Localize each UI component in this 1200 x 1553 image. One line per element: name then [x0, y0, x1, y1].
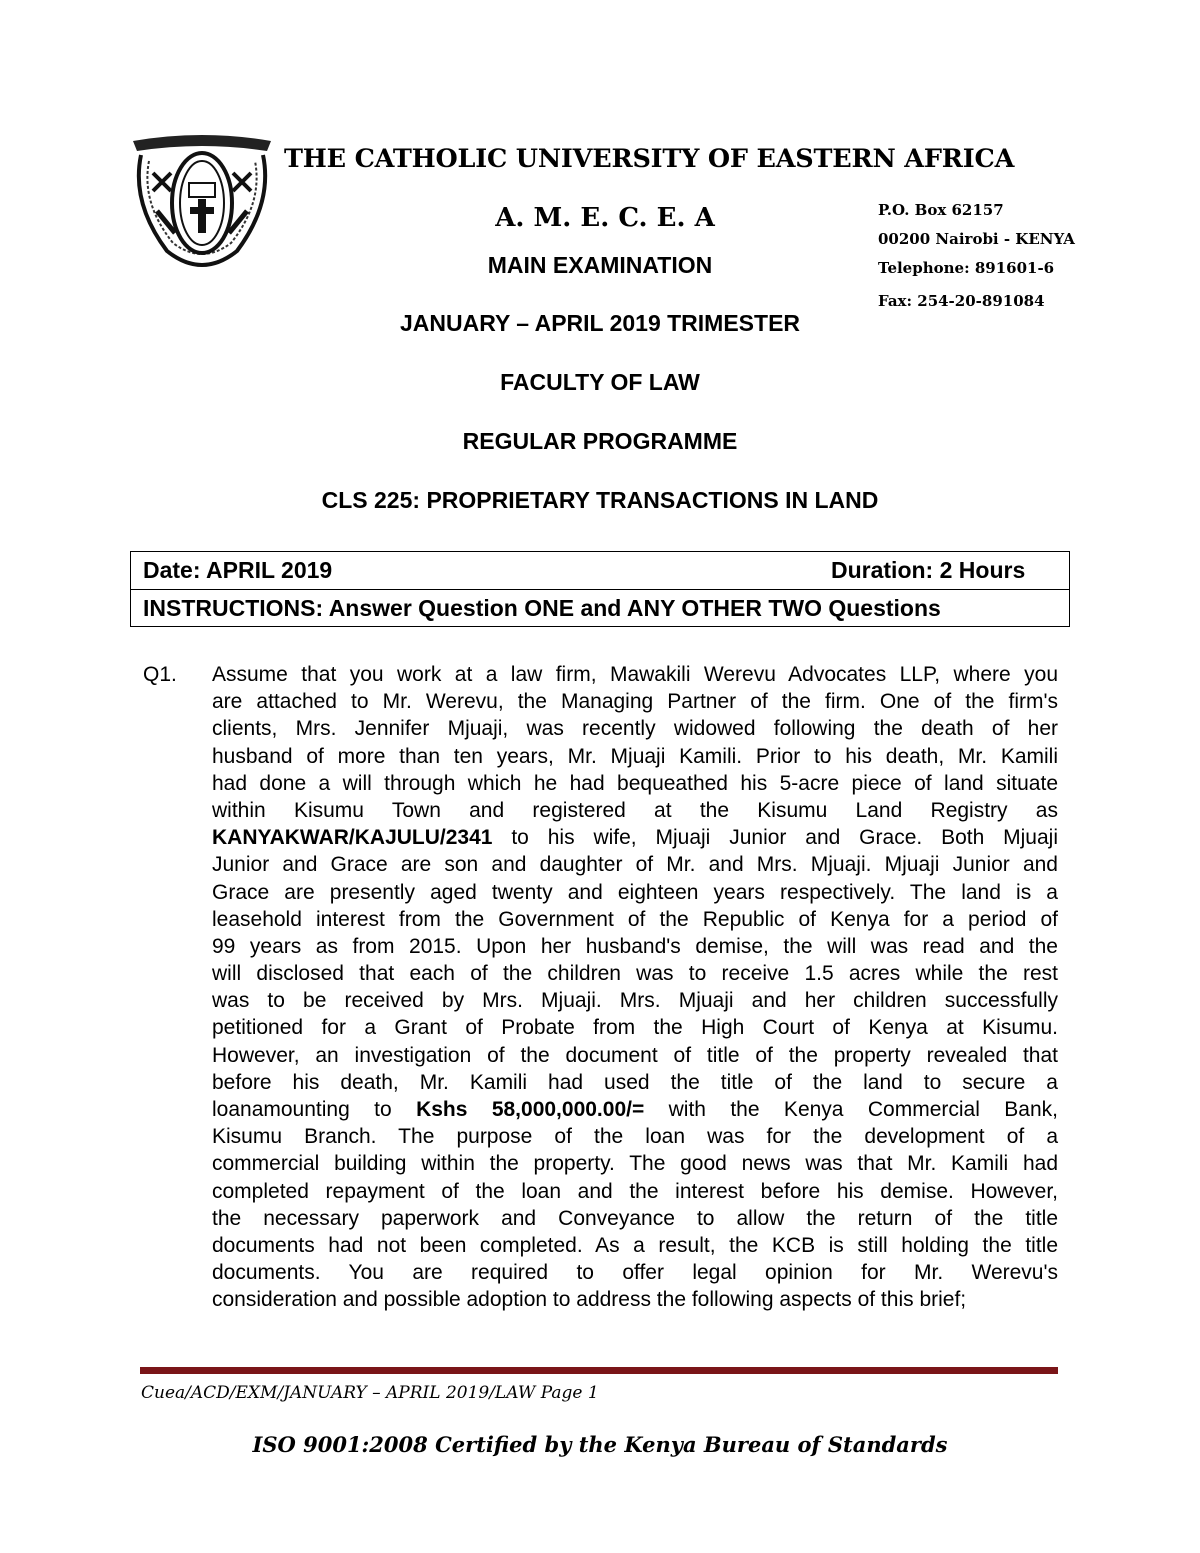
question-line: commercial building within the property. The good news was that Mr. Kamili had [212, 1152, 1058, 1176]
address-fax: Fax: 254-20-891084 [878, 292, 1045, 310]
question-line: will disclosed that each of the children was to receive 1.5 acres while the rest [212, 962, 1058, 986]
question-line: before his death, Mr. Kamili had used the title of the land to secure a [212, 1070, 1058, 1094]
exam-duration: Duration: 2 Hours [831, 557, 1026, 583]
course-title: CLS 225: PROPRIETARY TRANSACTIONS IN LAND [321, 487, 879, 513]
question-line: husband of more than ten years, Mr. Mjuaji Kamili. Prior to his death, Mr. Kamili [212, 744, 1058, 768]
address-po-box: P.O. Box 62157 [878, 201, 1004, 219]
exam-date: Date: APRIL 2019 [143, 557, 333, 583]
question-line: clients, Mrs. Jennifer Mjuaji, was recently widowed following the death of her [212, 717, 1058, 741]
question-line: leasehold interest from the Government of the Republic of Kenya for a period of [212, 907, 1058, 931]
trimester: JANUARY – APRIL 2019 TRIMESTER [399, 310, 801, 336]
question-line: completed repayment of the loan and the interest before his demise. However, [212, 1179, 1058, 1203]
loan-amount: Kshs 58,000,000.00/= [416, 1098, 645, 1121]
question-line: are attached to Mr. Werevu, the Managing Partner of the firm. One of the firm's [212, 690, 1058, 714]
exam-instructions: INSTRUCTIONS: Answer Question ONE and ANY OTHER TWO Questions [143, 594, 941, 621]
university-name: THE CATHOLIC UNIVERSITY OF EASTERN AFRICA [284, 144, 1015, 174]
question-line: documents had not been completed. As a result, the KCB is still holding the title [212, 1233, 1058, 1257]
amecea-title: A. M. E. C. E. A [495, 203, 715, 233]
question-line: Grace are presently aged twenty and eighteen years respectively. The land is a [212, 880, 1058, 904]
footer-reference: Cuea/ACD/EXM/JANUARY – APRIL 2019/LAW Page 1 [141, 1383, 599, 1403]
address-city: 00200 Nairobi - KENYA [878, 230, 1075, 248]
question-line: consideration and possible adoption to address the following aspects of this brief; [212, 1288, 967, 1312]
question-line: had done a will through which he had bequeathed his 5-acre piece of land situate [212, 771, 1058, 795]
footer-divider [140, 1367, 1058, 1374]
question-line: Assume that you work at a law firm, Mawakili Werevu Advocates LLP, where you [212, 663, 1058, 686]
question-line: documents. You are required to offer legal opinion for Mr. Werevu's [212, 1261, 1058, 1285]
question-one-body [212, 661, 1058, 1314]
question-line: petitioned for a Grant of Probate from the High Court of Kenya at Kisumu. [212, 1016, 1058, 1040]
question-line: Kisumu Branch. The purpose of the loan was for the development of a [212, 1125, 1058, 1149]
date-duration-row [131, 552, 1069, 589]
faculty: FACULTY OF LAW [500, 369, 700, 395]
question-number: Q1. [143, 663, 177, 686]
university-address [878, 201, 1118, 326]
question-line: Junior and Grace are son and daughter of Mr. and Mrs. Mjuaji. Mjuaji Junior and [212, 853, 1058, 877]
address-telephone: Telephone: 891601-6 [878, 259, 1055, 277]
question-line: was to be received by Mrs. Mjuaji. Mrs. Mjuaji and her children successfully [212, 989, 1058, 1013]
question-line: the necessary paperwork and Conveyance to allow the return of the title [212, 1206, 1058, 1230]
question-line-loan: loanamounting to Kshs 58,000,000.00/= with the Kenya Commercial Bank, [212, 1098, 1058, 1121]
parcel-number: KANYAKWAR/KAJULU/2341 [212, 826, 493, 850]
question-line-parcel: KANYAKWAR/KAJULU/2341 to his wife, Mjuaji Junior and Grace. Both Mjuaji [212, 826, 1058, 850]
exam-info-table [130, 551, 1070, 627]
exam-type: MAIN EXAMINATION [487, 252, 713, 278]
question-line: However, an investigation of the document of title of the property revealed that [212, 1043, 1058, 1067]
question-line: 99 years as from 2015. Upon her husband's demise, the will was read and the [212, 934, 1058, 958]
university-crest-logo [127, 133, 277, 275]
footer-certification: ISO 9001:2008 Certified by the Kenya Bureau of Standards [252, 1432, 948, 1457]
question-line: within Kisumu Town and registered at the Kisumu Land Registry as [212, 798, 1058, 822]
instructions-row [131, 589, 1069, 626]
programme: REGULAR PROGRAMME [462, 428, 738, 454]
